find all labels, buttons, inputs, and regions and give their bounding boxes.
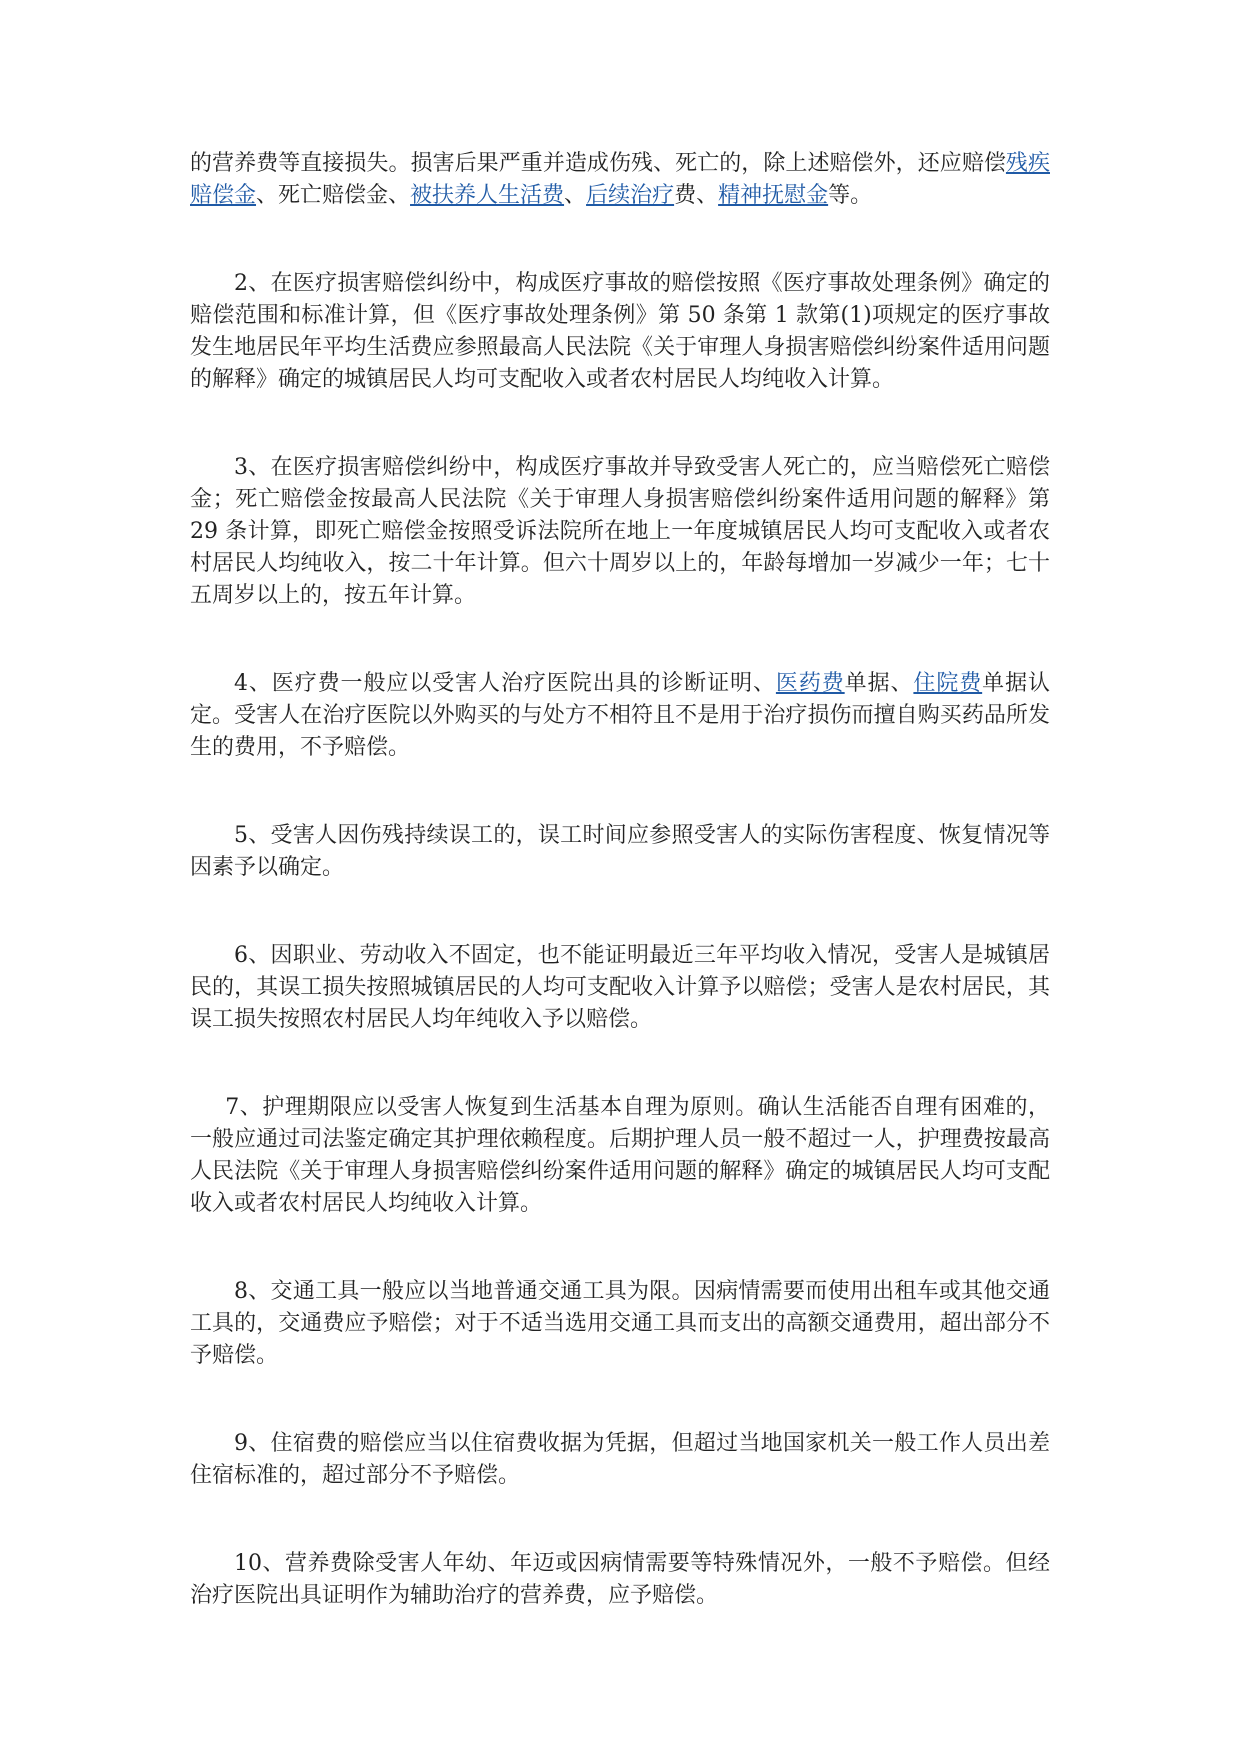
text-span: 等。 bbox=[828, 183, 873, 208]
document-page bbox=[190, 148, 1050, 1612]
link-dependent-living-expenses[interactable]: 被扶养人生活费 bbox=[410, 183, 565, 208]
link-disability-compensation[interactable]: 残疾赔偿金 bbox=[190, 151, 1050, 208]
link-medicine-expenses[interactable]: 医药费 bbox=[775, 671, 845, 696]
link-mental-damage-compensation[interactable]: 精神抚慰金 bbox=[718, 183, 829, 208]
paragraph-2: 2、在医疗损害赔偿纠纷中，构成医疗事故的赔偿按照《医疗事故处理条例》确定的赔偿范围和标准计算，但《医疗事故处理条例》第 50 条第 1 款第(1)项规定的医疗事故发生地居民年平均生活费应参照最高人民法院《关于审理人身损害赔偿纠纷案件适用问题的解释》确定的城镇居民人均可支配收入或者农村居民人均纯收入计算。 bbox=[190, 271, 1050, 392]
text-span: 费、 bbox=[674, 183, 719, 208]
text-span: 单据认定。受害人在治疗医院以外购买的与处方不相符且不是用于治疗损伤而擅自购买药品所发生的费用，不予赔偿。 bbox=[190, 671, 1050, 760]
paragraph-5: 5、受害人因伤残持续误工的，误工时间应参照受害人的实际伤害程度、恢复情况等因素予以确定。 bbox=[190, 823, 1050, 880]
paragraph-3: 3、在医疗损害赔偿纠纷中，构成医疗事故并导致受害人死亡的，应当赔偿死亡赔偿金；死亡赔偿金按最高人民法院《关于审理人身损害赔偿纠纷案件适用问题的解释》第 29 条计算，即死亡赔偿金按照受诉法院所在地上一年度城镇居民人均可支配收入或者农村居民人均纯收入，按二十年计算。但六十周岁以上的，年龄每增加一岁减少一年；七十五周岁以上的，按五年计算。 bbox=[190, 455, 1050, 608]
text-span: 的营养费等直接损失。损害后果严重并造成伤残、死亡的，除上述赔偿外，还应赔偿 bbox=[190, 151, 1006, 176]
link-follow-up-treatment[interactable]: 后续治疗 bbox=[586, 183, 675, 208]
paragraph-continuation bbox=[190, 148, 1050, 212]
text-span: 4、医疗费一般应以受害人治疗医院出具的诊断证明、 bbox=[234, 671, 776, 696]
paragraph-8: 8、交通工具一般应以当地普通交通工具为限。因病情需要而使用出租车或其他交通工具的，交通费应予赔偿；对于不适当选用交通工具而支出的高额交通费用，超出部分不予赔偿。 bbox=[190, 1279, 1050, 1368]
paragraph-4 bbox=[190, 668, 1050, 764]
paragraph-7: 7、护理期限应以受害人恢复到生活基本自理为原则。确认生活能否自理有困难的，一般应通过司法鉴定确定其护理依赖程度。后期护理人员一般不超过一人，护理费按最高人民法院《关于审理人身损害赔偿纠纷案件适用问题的解释》确定的城镇居民人均可支配收入或者农村居民人均纯收入计算。 bbox=[190, 1095, 1050, 1216]
text-span: 、 bbox=[564, 183, 587, 208]
link-hospitalization-expenses[interactable]: 住院费 bbox=[913, 671, 983, 696]
paragraph-10: 10、营养费除受害人年幼、年迈或因病情需要等特殊情况外，一般不予赔偿。但经治疗医院出具证明作为辅助治疗的营养费，应予赔偿。 bbox=[190, 1551, 1050, 1608]
text-span: 单据、 bbox=[844, 671, 914, 696]
text-span: 、死亡赔偿金、 bbox=[256, 183, 411, 208]
paragraph-9: 9、住宿费的赔偿应当以住宿费收据为凭据，但超过当地国家机关一般工作人员出差住宿标准的，超过部分不予赔偿。 bbox=[190, 1431, 1050, 1488]
paragraph-6: 6、因职业、劳动收入不固定，也不能证明最近三年平均收入情况，受害人是城镇居民的，其误工损失按照城镇居民的人均可支配收入计算予以赔偿；受害人是农村居民，其误工损失按照农村居民人均年纯收入予以赔偿。 bbox=[190, 943, 1050, 1032]
